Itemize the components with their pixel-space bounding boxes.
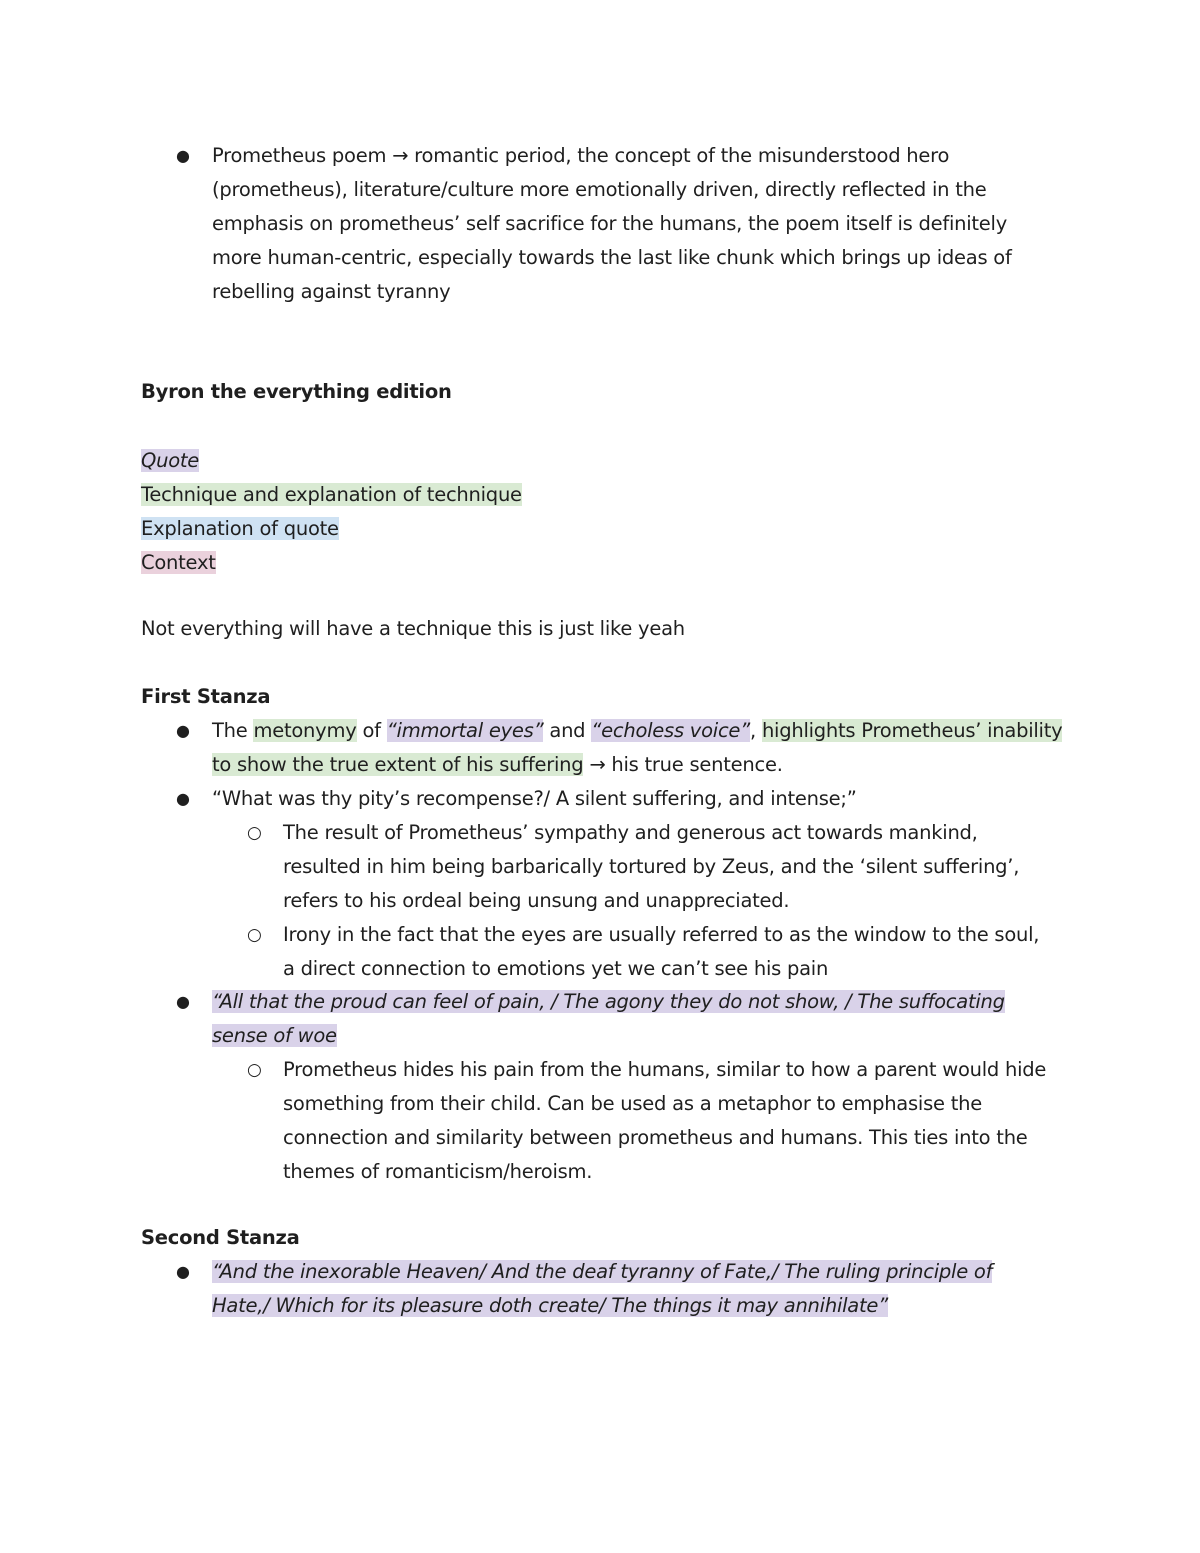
first-stanza-b3-line2 (212, 1019, 337, 1053)
bullet-icon: ● (176, 1262, 190, 1281)
first-stanza-b3-sub1-line3: connection and similarity between prometheus and humans. This ties into the (283, 1126, 1028, 1149)
text-comma: , (750, 719, 756, 742)
legend-context-label: Context (141, 551, 216, 574)
quote-all-that-the-proud: “All that the proud can feel of pain, / The agony they do not show, / The suffocating (212, 990, 1005, 1013)
legend-explanation (141, 512, 339, 546)
quote-hate-annihilate: Hate,/ Which for its pleasure doth create/ The things it may annihilate” (212, 1294, 888, 1317)
quote-sense-of-woe: sense of woe (212, 1024, 337, 1047)
intro-line-1: Prometheus poem → romantic period, the concept of the misunderstood hero (212, 144, 950, 167)
second-stanza-title: Second Stanza (141, 1226, 300, 1249)
first-stanza-b3-sub1-line2: something from their child. Can be used as a metaphor to emphasise the (283, 1092, 982, 1115)
bullet-icon: ● (176, 992, 190, 1011)
first-stanza-b2-sub1-line3: refers to his ordeal being unsung and unappreciated. (283, 889, 790, 912)
intro-line-5: rebelling against tyranny (212, 280, 451, 303)
text-and: and (549, 719, 586, 742)
intro-line-3: emphasis on prometheus’ self sacrifice for the humans, the poem itself is definitely (212, 212, 1008, 235)
first-stanza-b2-sub2-line2: a direct connection to emotions yet we can’t see his pain (283, 957, 829, 980)
second-stanza-b1-line2 (212, 1289, 888, 1323)
legend-technique (141, 478, 522, 512)
text-the: The (212, 719, 248, 742)
technique-metonymy: metonymy (253, 719, 357, 742)
first-stanza-b1-line2 (212, 748, 783, 782)
technique-explanation-2: to show the true extent of his suffering (212, 753, 584, 776)
quote-inexorable-heaven: “And the inexorable Heaven/ And the deaf tyranny of Fate,/ The ruling principle of (212, 1260, 993, 1283)
circle-bullet-icon: ○ (247, 1060, 262, 1080)
intro-line-4: more human-centric, especially towards the last like chunk which brings up ideas of (212, 246, 1012, 269)
first-stanza-b3-sub1-line4: themes of romanticism/heroism. (283, 1160, 593, 1183)
first-stanza-b2: “What was thy pity’s recompense?/ A silent suffering, and intense;” (212, 787, 857, 810)
legend-quote-label: Quote (141, 449, 200, 472)
first-stanza-b2-sub2-line1: Irony in the fact that the eyes are usually referred to as the window to the soul, (283, 923, 1040, 946)
text-true-sentence: → his true sentence. (589, 753, 783, 776)
technique-explanation-1: highlights Prometheus’ inability (761, 719, 1063, 742)
quote-echoless-voice: “echoless voice” (591, 719, 751, 742)
first-stanza-title: First Stanza (141, 685, 271, 708)
first-stanza-b2-sub1-line2: resulted in him being barbarically tortured by Zeus, and the ‘silent suffering’, (283, 855, 1020, 878)
first-stanza-b1-line1 (212, 714, 1062, 748)
section-heading: Byron the everything edition (141, 380, 452, 403)
first-stanza-b3-line1 (212, 985, 1005, 1019)
bullet-icon: ● (176, 789, 190, 808)
text-of: of (362, 719, 381, 742)
legend-quote (141, 444, 199, 478)
second-stanza-b1-line1 (212, 1255, 992, 1289)
first-stanza-b3-sub1-line1: Prometheus hides his pain from the humans, similar to how a parent would hide (283, 1058, 1047, 1081)
legend-context (141, 546, 216, 580)
first-stanza-b2-sub1-line1: The result of Prometheus’ sympathy and generous act towards mankind, (283, 821, 978, 844)
bullet-icon: ● (176, 721, 190, 740)
note-text: Not everything will have a technique this is just like yeah (141, 617, 685, 640)
legend-explanation-label: Explanation of quote (141, 517, 339, 540)
legend-technique-label: Technique and explanation of technique (141, 483, 522, 506)
circle-bullet-icon: ○ (247, 925, 262, 945)
quote-immortal-eyes: “immortal eyes” (386, 719, 544, 742)
bullet-icon: ● (176, 146, 190, 165)
circle-bullet-icon: ○ (247, 823, 262, 843)
intro-line-2: (prometheus), literature/culture more emotionally driven, directly reflected in the (212, 178, 987, 201)
